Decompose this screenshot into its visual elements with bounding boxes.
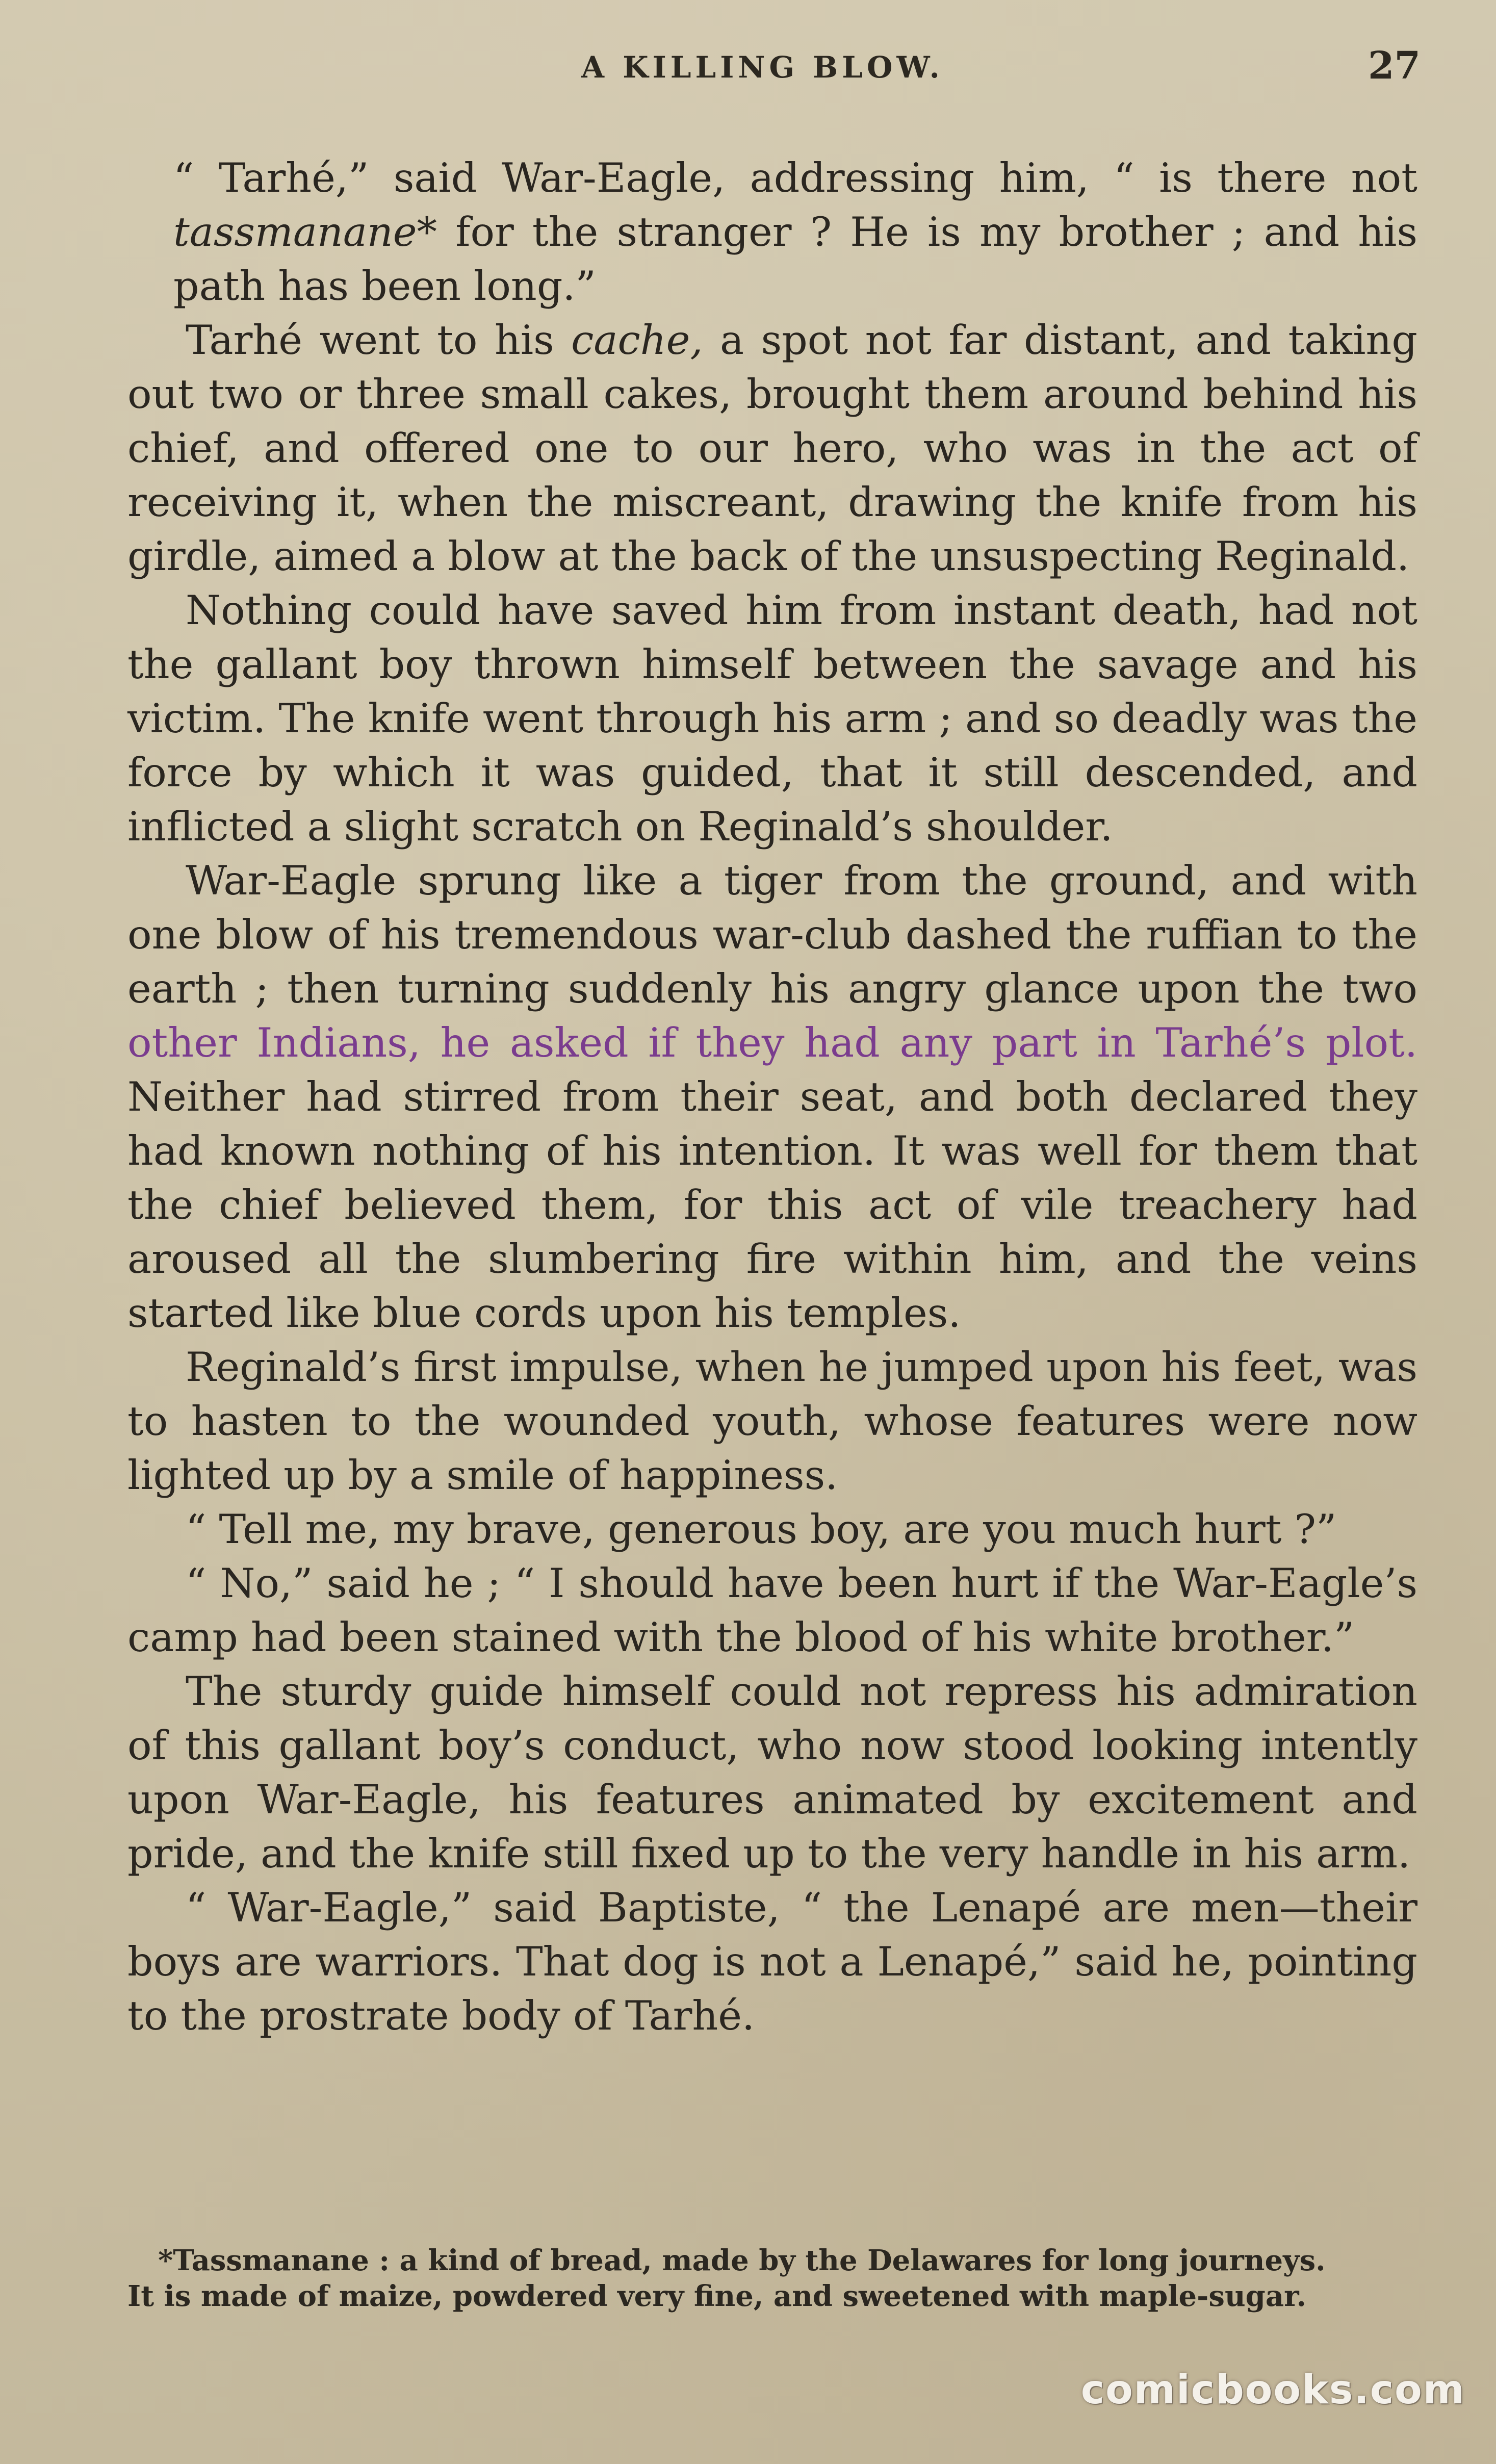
page-number: 27 <box>1368 44 1421 88</box>
text-run: War-Eagle sprung like a tiger from the ground, and with one blow of his tremendous war-club dashed the ruffian to the earth ; then turning suddenly his angry glance upon the two <box>127 857 1417 1012</box>
footnote <box>127 2243 1417 2314</box>
paragraph <box>127 583 1417 854</box>
paragraph <box>127 1502 1417 1556</box>
footnote-line: It is made of maize, powdered very fine, and sweetened with maple-sugar. <box>127 2279 1306 2313</box>
italic-text: tassmanane* <box>173 209 437 255</box>
text-run: “ Tell me, my brave, generous boy, are you much hurt ?” <box>186 1506 1337 1553</box>
text-run: Nothing could have saved him from instant death, had not the gallant boy thrown himself between the savage and his victim. The knife went through his arm ; and so deadly was the force by which it was guided, that it still descended, and inflicted a slight scratch on Reginald’s shoulder. <box>127 587 1417 850</box>
text-run: The sturdy guide himself could not repress his admiration of this gallant boy’s conduct, who now stood looking intently upon War-Eagle, his features animated by excitement and pride, and the knife still fixed up to the very handle in his arm. <box>127 1668 1417 1877</box>
paragraph <box>127 1881 1417 2043</box>
paragraph <box>127 854 1417 1340</box>
text-run: “ No,” said he ; “ I should have been hurt if the War-Eagle’s camp had been stained with the blood of his white brother.” <box>127 1560 1417 1661</box>
paragraph <box>127 1556 1417 1664</box>
text-run: “ War-Eagle,” said Baptiste, “ the Lenapé are men—their boys are warriors. That dog is not a Lenapé,” said he, pointing to the prostrate body of Tarhé. <box>127 1884 1417 2039</box>
paragraph <box>127 313 1417 583</box>
text-run: other Indians, he asked if they had any part in Tarhé’s plot. <box>127 1019 1417 1066</box>
text-run: Tarhé went to his <box>186 317 572 364</box>
footnote-line: *Tassmanane : a kind of bread, made by the Delawares for long journeys. <box>158 2244 1326 2277</box>
text-run: a spot not far distant, and taking out two or three small cakes, brought them around behind his chief, and offered one to our hero, who was in the act of receiving it, when the miscreant, drawing the knife from his girdle, aimed a blow at the back of the unsuspecting Reginald. <box>127 317 1417 580</box>
italic-text: cache, <box>571 317 703 364</box>
body-text <box>127 151 1417 2043</box>
text-run: Neither had stirred from their seat, and both declared they had known nothing of his intention. It was well for them that the chief believed them, for this act of vile treachery had aroused all the slumbering fire within him, and the veins started like blue cords upon his temples. <box>127 1073 1417 1337</box>
running-head: A KILLING BLOW. <box>581 50 944 85</box>
paragraph <box>127 1664 1417 1881</box>
watermark-logo: comicbooks.com <box>1080 2367 1465 2413</box>
text-run: for the stranger ? He is my brother ; and his path has been long.” <box>173 209 1417 310</box>
text-run: Reginald’s first impulse, when he jumped upon his feet, was to hasten to the wounded youth, whose features were now lighted up by a smile of happiness. <box>127 1344 1417 1499</box>
text-run: “ Tarhé,” said War-Eagle, addressing him, “ is there not <box>173 155 1417 201</box>
paragraph <box>127 1340 1417 1502</box>
paragraph <box>127 151 1417 313</box>
